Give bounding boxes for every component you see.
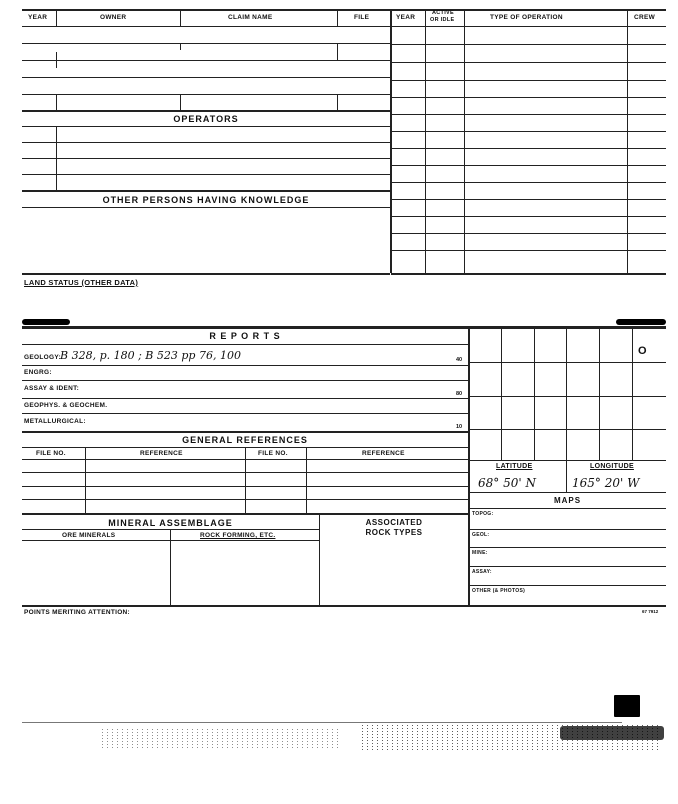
file-no-header: FILE NO. bbox=[258, 450, 288, 457]
assay-ident-label: ASSAY & IDENT: bbox=[24, 385, 80, 392]
rock-forming-header: ROCK FORMING, ETC. bbox=[200, 532, 276, 539]
rule bbox=[391, 199, 666, 200]
geol-label: GEOL: bbox=[472, 532, 490, 538]
geology-value: B 328, p. 180 ; B 523 pp 76, 100 bbox=[60, 349, 241, 362]
rule bbox=[85, 447, 86, 513]
operators-heading: OPERATORS bbox=[173, 114, 239, 124]
rule bbox=[566, 326, 567, 492]
points-meriting-label: POINTS MERITING ATTENTION: bbox=[24, 609, 131, 616]
rock-types-heading: ROCK TYPES bbox=[365, 528, 423, 537]
rule bbox=[56, 9, 57, 26]
rule bbox=[391, 250, 666, 251]
rule bbox=[22, 472, 468, 473]
circle-mark: O bbox=[638, 345, 647, 357]
active-header: ACTIVE bbox=[432, 10, 454, 16]
rule bbox=[22, 431, 468, 433]
rule bbox=[180, 9, 181, 26]
year-header: YEAR bbox=[28, 14, 48, 21]
rule bbox=[337, 9, 338, 26]
rule bbox=[469, 396, 666, 397]
type-of-operation-header: TYPE OF OPERATION bbox=[490, 14, 563, 21]
rule bbox=[245, 447, 246, 513]
year-header: YEAR bbox=[396, 14, 416, 21]
rule bbox=[469, 585, 666, 586]
metallurgical-number: 10 bbox=[456, 424, 463, 430]
rule bbox=[391, 62, 666, 63]
rule bbox=[501, 326, 502, 460]
rule bbox=[391, 233, 666, 234]
reports-heading: R E P O R T S bbox=[209, 331, 281, 341]
file-header: FILE bbox=[354, 14, 370, 21]
rule bbox=[599, 326, 600, 460]
rule bbox=[391, 165, 666, 166]
assay-number: 80 bbox=[456, 391, 463, 397]
assay-label: ASSAY: bbox=[472, 569, 492, 575]
rule bbox=[56, 94, 57, 110]
ore-minerals-header: ORE MINERALS bbox=[62, 532, 116, 539]
rule bbox=[469, 492, 666, 493]
rule bbox=[391, 273, 666, 275]
maps-heading: MAPS bbox=[553, 496, 582, 505]
rule bbox=[469, 508, 666, 509]
mine-label: MINE: bbox=[472, 550, 488, 556]
rule bbox=[22, 273, 390, 275]
rule bbox=[22, 344, 468, 345]
latitude-value: 68° 50' N bbox=[478, 476, 536, 490]
latitude-label: LATITUDE bbox=[496, 463, 533, 470]
rule bbox=[180, 44, 181, 50]
rule bbox=[22, 499, 468, 500]
rule bbox=[391, 44, 666, 45]
rule bbox=[22, 142, 390, 143]
engrg-label: ENGRG: bbox=[24, 369, 52, 376]
rule bbox=[22, 398, 468, 399]
rule bbox=[391, 131, 666, 132]
rule bbox=[391, 182, 666, 183]
rule bbox=[22, 9, 390, 11]
scan-noise bbox=[100, 728, 340, 748]
rule bbox=[469, 547, 666, 548]
rule bbox=[22, 326, 666, 329]
rule bbox=[22, 513, 468, 515]
rule bbox=[391, 216, 666, 217]
rule bbox=[170, 529, 171, 605]
crew-header: CREW bbox=[634, 14, 656, 21]
topog-label: TOPOG: bbox=[472, 511, 494, 517]
rule bbox=[22, 207, 390, 208]
reference-header: REFERENCE bbox=[140, 450, 183, 457]
rule bbox=[534, 326, 535, 460]
land-status-label: LAND STATUS (OTHER DATA) bbox=[24, 278, 139, 287]
metallurgical-label: METALLURGICAL: bbox=[24, 418, 86, 425]
mineral-assemblage-heading: MINERAL ASSEMBLAGE bbox=[108, 518, 233, 528]
rule bbox=[22, 94, 390, 95]
scan-smudge bbox=[560, 726, 664, 740]
idle-header: OR IDLE bbox=[430, 17, 455, 23]
rule bbox=[22, 174, 390, 175]
rule bbox=[337, 44, 338, 60]
rule bbox=[22, 158, 390, 159]
rule bbox=[22, 110, 390, 112]
rule bbox=[22, 486, 468, 487]
rule bbox=[337, 94, 338, 110]
rule bbox=[306, 447, 307, 513]
scan-smudge bbox=[614, 695, 640, 717]
reference-header: REFERENCE bbox=[362, 450, 405, 457]
file-no-header: FILE NO. bbox=[36, 450, 66, 457]
rule bbox=[22, 380, 468, 381]
rule bbox=[22, 722, 622, 723]
rule bbox=[469, 362, 666, 363]
rule bbox=[391, 114, 666, 115]
rule bbox=[391, 80, 666, 81]
other-photos-label: OTHER (& PHOTOS) bbox=[472, 588, 526, 594]
longitude-label: LONGITUDE bbox=[590, 463, 634, 470]
general-references-heading: GENERAL REFERENCES bbox=[182, 435, 308, 445]
other-persons-heading: OTHER PERSONS HAVING KNOWLEDGE bbox=[102, 195, 310, 205]
rule bbox=[632, 326, 633, 460]
rule bbox=[22, 60, 390, 61]
rule bbox=[469, 529, 666, 530]
rule bbox=[22, 77, 390, 78]
form-number: 67 7912 bbox=[642, 609, 659, 614]
rule bbox=[391, 26, 666, 27]
rule bbox=[468, 326, 470, 605]
rule bbox=[22, 43, 390, 44]
rule bbox=[180, 94, 181, 110]
geophys-label: GEOPHYS. & GEOCHEM. bbox=[24, 402, 108, 409]
scan-smudge bbox=[22, 319, 70, 325]
associated-heading: ASSOCIATED bbox=[365, 518, 423, 527]
rule bbox=[469, 460, 666, 461]
claim-name-header: CLAIM NAME bbox=[228, 14, 273, 21]
rule bbox=[391, 148, 666, 149]
rule bbox=[22, 190, 390, 192]
scan-smudge bbox=[616, 319, 666, 325]
owner-header: OWNER bbox=[100, 14, 127, 21]
rule bbox=[469, 429, 666, 430]
rule bbox=[22, 413, 468, 414]
geology-number: 40 bbox=[456, 357, 463, 363]
longitude-value: 165° 20' W bbox=[572, 476, 640, 490]
rule bbox=[391, 97, 666, 98]
rule bbox=[22, 26, 390, 27]
geology-label: GEOLOGY: bbox=[24, 354, 61, 361]
rule bbox=[22, 365, 468, 366]
rule bbox=[22, 605, 666, 607]
rule bbox=[56, 52, 57, 68]
rule bbox=[22, 126, 390, 127]
rule bbox=[469, 566, 666, 567]
